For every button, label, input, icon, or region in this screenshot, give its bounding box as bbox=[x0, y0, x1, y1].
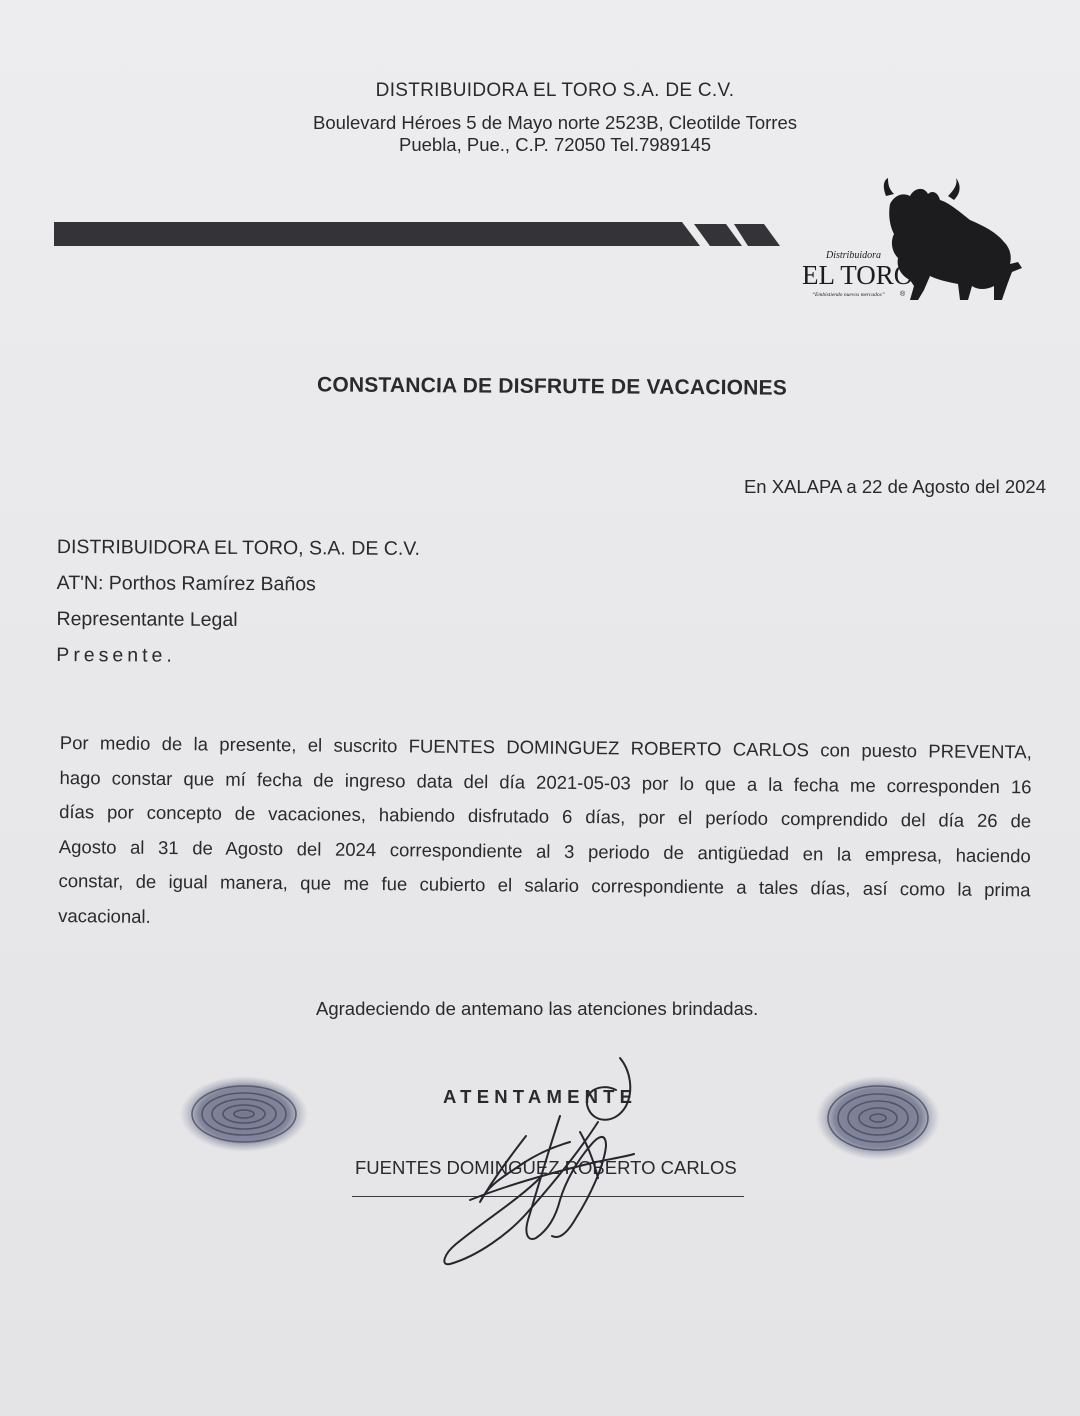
body-paragraph bbox=[58, 726, 1032, 943]
document-title: CONSTANCIA DE DISFRUTE DE VACACIONES bbox=[316, 373, 788, 400]
logo-registered-mark: ® bbox=[900, 291, 906, 298]
body-line: días por concepto de vacaciones, habiendo disfrutado 6 días, por el período comprendido del día 26 de bbox=[59, 801, 1032, 832]
logo-tagline: “Embistiendo nuevos mercados” bbox=[812, 292, 885, 298]
fingerprint-left bbox=[176, 1068, 316, 1162]
recipient-role: Representante Legal bbox=[56, 607, 238, 631]
body-line: vacacional. bbox=[58, 904, 151, 927]
letterhead-rule bbox=[54, 222, 794, 252]
recipient-block bbox=[56, 529, 420, 675]
body-line: hago constar que mí fecha de ingreso data del día 2021-05-03 por lo que a la fecha me corresponden 16 bbox=[59, 766, 1032, 797]
signer-name: FUENTES DOMINGUEZ ROBERTO CARLOS bbox=[355, 1157, 737, 1178]
document-date: En XALAPA a 22 de Agosto del 2024 bbox=[743, 476, 1046, 497]
letterhead-address-line2: Puebla, Pue., C.P. 72050 Tel.7989145 bbox=[398, 134, 712, 155]
logo-tag: Distribuidora bbox=[826, 250, 882, 261]
closing-thanks: Agradeciendo de antemano las atenciones brindadas. bbox=[316, 998, 759, 1019]
recipient-company: DISTRIBUIDORA EL TORO, S.A. DE C.V. bbox=[56, 535, 420, 560]
logo-name: EL TORO bbox=[802, 260, 914, 290]
closing-atentamente: ATENTAMENTE bbox=[443, 1086, 638, 1107]
handwritten-signature bbox=[430, 1050, 660, 1280]
fingerprint-right bbox=[810, 1072, 950, 1166]
body-line: Agosto al 31 de Agosto del 2024 correspondiente al 3 periodo de antigüedad en la empresa, haciendo bbox=[58, 835, 1031, 867]
body-line: constar, de igual manera, que me fue cubierto el salario correspondiente a tales días, así como la prima bbox=[58, 870, 1031, 901]
recipient-greeting: Presente. bbox=[56, 643, 176, 667]
letterhead-company: DISTRIBUIDORA EL TORO S.A. DE C.V. bbox=[375, 80, 735, 101]
body-line: Por medio de la presente, el suscrito FUENTES DOMINGUEZ ROBERTO CARLOS con puesto PREVENTA, bbox=[59, 731, 1032, 763]
letterhead-address-line1: Boulevard Héroes 5 de Mayo norte 2523B, Cleotilde Torres bbox=[312, 112, 798, 133]
company-logo bbox=[798, 176, 1028, 306]
recipient-attention: AT'N: Porthos Ramírez Baños bbox=[56, 571, 316, 596]
